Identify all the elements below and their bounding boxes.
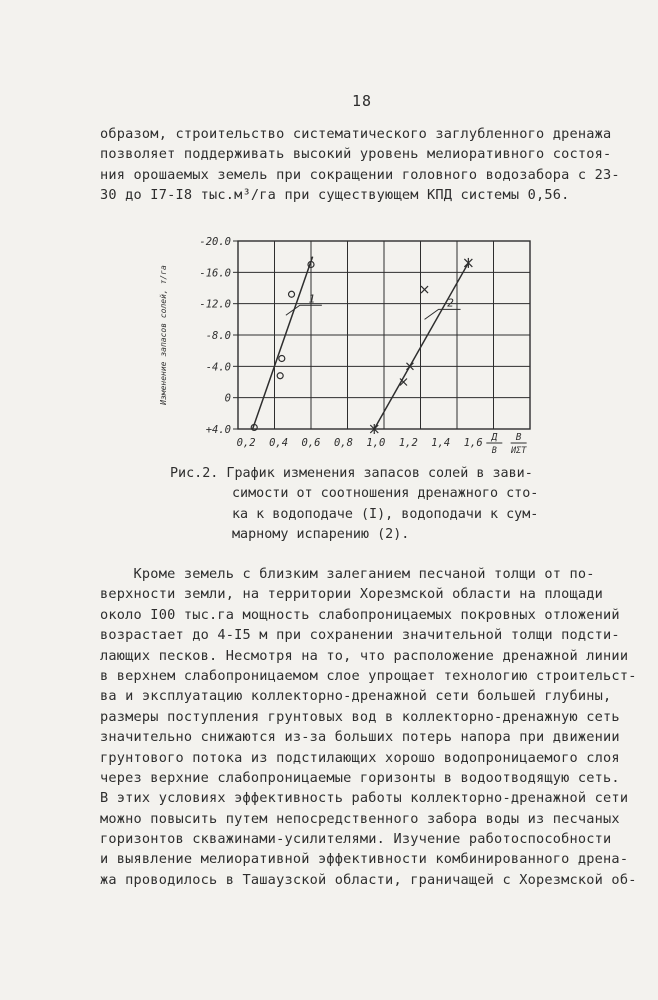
text-line: через верхние слабопроницаемые горизонты в водоотводящую сеть.: [100, 769, 620, 786]
text-line: горизонтов скважинами-усилителями. Изучение работоспособности: [100, 831, 612, 848]
trend-line-1: [253, 257, 313, 429]
x-tick-label: 1,4: [431, 437, 451, 449]
text-line: в верхнем слабопроницаемом слое упрощает технологию строительст-: [100, 667, 637, 684]
x-tick-label: 0,6: [301, 437, 321, 449]
data-point-circle: [279, 356, 285, 362]
x-ratio-numerator: В: [515, 432, 522, 443]
x-tick-label: 0,4: [269, 437, 289, 449]
text-line: 30 до I7-I8 тыс.м³/га при существующем КПД системы 0,56.: [100, 187, 570, 204]
series-leader-line: [425, 309, 461, 319]
text-line: образом, строительство систематического заглубленного дренажа: [100, 126, 612, 142]
x-ratio-denominator: В: [491, 446, 497, 456]
salt-reserve-chart: [150, 228, 540, 458]
text-line: жа проводилось в Ташаузской области, граничащей с Хорезмской об-: [100, 871, 637, 888]
y-tick-label: -16.0: [199, 267, 231, 280]
x-tick-label: 1,6: [463, 437, 483, 449]
page-number: 18: [352, 92, 373, 110]
data-point-cross: [421, 286, 428, 293]
text-line: Кроме земель с близким залеганием песчаной толщи от по-: [100, 566, 595, 582]
y-tick-label: 0: [224, 392, 231, 405]
y-tick-label: -4.0: [205, 361, 231, 374]
y-tick-label: -20.0: [199, 236, 231, 248]
series-label: 1: [308, 292, 316, 306]
trend-line-2: [374, 263, 468, 429]
caption-line: марному испарению (2).: [232, 527, 410, 543]
caption-line: Рис.2. График изменения запасов солей в зави-: [170, 466, 533, 481]
text-line: можно повысить путем непосредственного забора воды из песчаных: [100, 810, 620, 827]
data-point-circle: [289, 291, 295, 297]
caption-line: симости от соотношения дренажного сто-: [232, 486, 539, 502]
y-tick-label: +4.0: [205, 424, 231, 436]
text-line: возрастает до 4-I5 м при сохранении значительной толщи подсти-: [100, 627, 620, 644]
text-line: лающих песков. Несмотря на то, что расположение дренажной линии: [100, 647, 629, 664]
y-tick-label: -8.0: [205, 330, 231, 342]
x-ratio-numerator: Д: [491, 432, 498, 443]
paragraph-bottom: [100, 564, 637, 890]
text-line: значительно снижаются из-за больших потерь напора при движении: [100, 729, 620, 746]
text-line: размеры поступления грунтовых вод в коллекторно-дренажную сеть: [100, 708, 620, 725]
text-line: позволяет поддерживать высокий уровень мелиоративного состоя-: [100, 146, 612, 163]
series-label: 2: [447, 296, 454, 310]
text-line: и выявление мелиоративной эффективности комбинированного дрена-: [100, 851, 629, 868]
text-line: ва и эксплуатацию коллекторно-дренажной сети большей глубины,: [100, 688, 612, 705]
figure-caption: [170, 464, 538, 546]
y-tick-label: -12.0: [199, 298, 231, 311]
data-point-circle: [277, 373, 283, 379]
text-line: грунтового потока из подстилающих хорошо водопроницаемого слоя: [100, 749, 620, 766]
x-ratio-denominator: ИΣТ: [510, 446, 527, 456]
text-line: ния орошаемых земель при сокращении головного водозабора с 23-: [100, 166, 620, 183]
text-line: верхности земли, на территории Хорезмской области на площади: [100, 586, 604, 603]
x-tick-label: 1,2: [398, 437, 418, 449]
series-leader-line: [286, 305, 322, 315]
text-line: В этих условиях эффективность работы коллекторно-дренажной сети: [100, 790, 629, 807]
paragraph-top: [100, 124, 620, 206]
data-point-star: [464, 258, 472, 268]
text-line: около I00 тыс.га мощность слабопроницаемых покровных отложений: [100, 606, 620, 623]
y-axis-title: Изменение запасов солей, т/га: [159, 265, 168, 405]
x-tick-label: 0,8: [333, 437, 353, 449]
caption-line: ка к водоподаче (I), водоподачи к сум-: [232, 506, 539, 522]
x-tick-label: 0,2: [236, 437, 256, 449]
x-tick-label: 1,0: [366, 437, 386, 449]
